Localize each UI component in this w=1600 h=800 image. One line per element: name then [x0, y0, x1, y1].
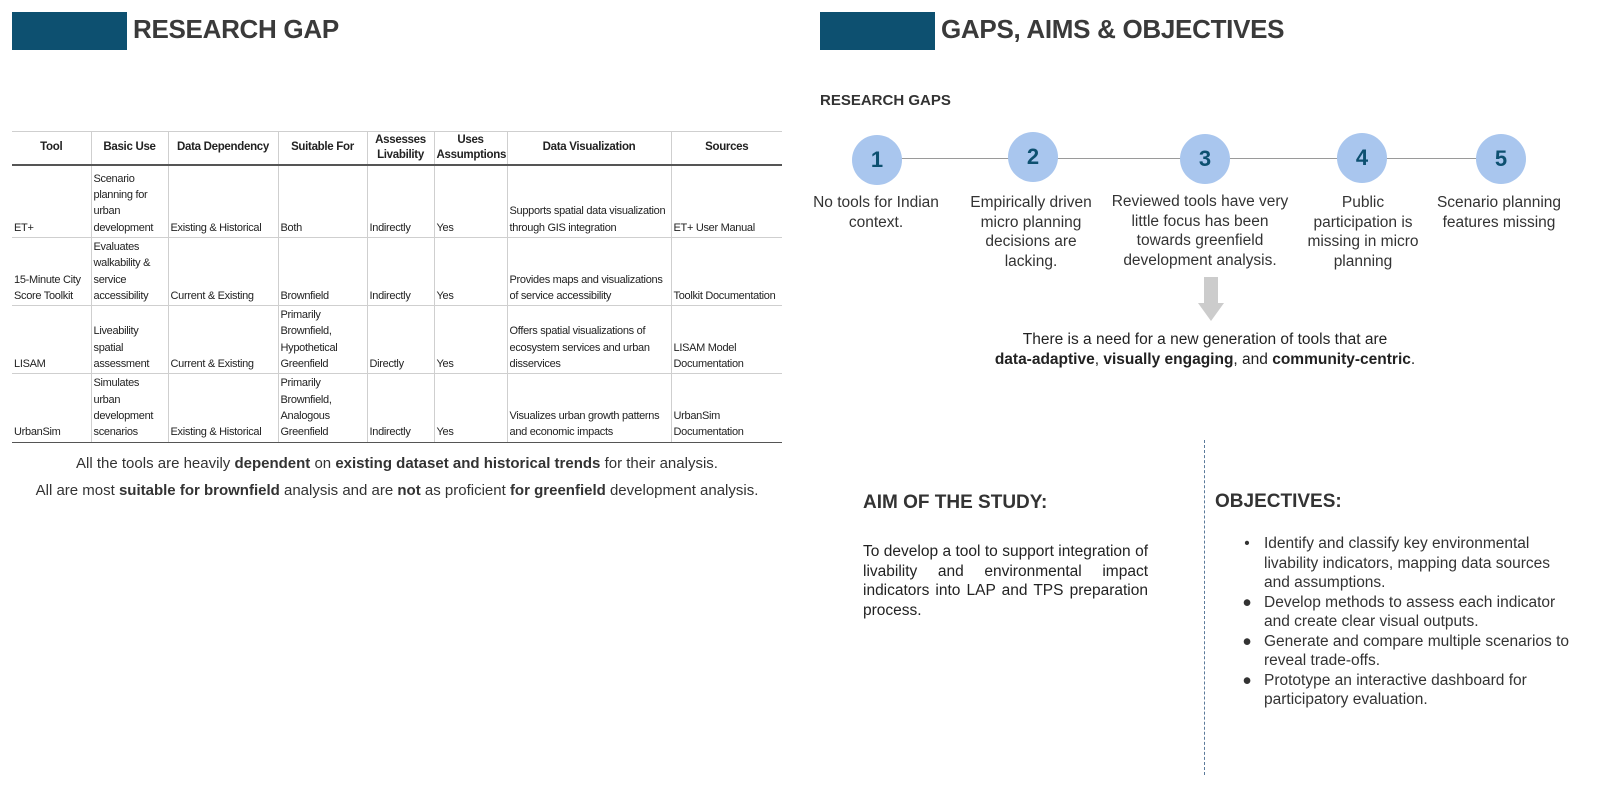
cell-basic-use: Scenario planning for urban development — [91, 165, 168, 238]
bullet-icon: ● — [1242, 632, 1252, 650]
list-item: • Identify and classify key environmental livability indicators, mapping data sources and assumptions. — [1230, 534, 1570, 593]
gap-text: No tools for Indian context. — [813, 194, 939, 231]
objectives-list — [1230, 534, 1570, 710]
cell-suitable-for: Primarily Brownfield, Analogous Greenfield — [278, 374, 367, 442]
header-uses-assumptions: Uses Assumptions — [434, 132, 507, 165]
cell-basic-use: Simulates urban development scenarios — [91, 374, 168, 442]
research-gaps-heading: RESEARCH GAPS — [820, 92, 951, 109]
page-title-research-gap: RESEARCH GAP — [133, 14, 339, 44]
table-row — [12, 165, 782, 238]
header-suitable-for: Suitable For — [278, 132, 367, 165]
cell-uses-assumptions: Yes — [434, 238, 507, 306]
gap-number-circle: 1 — [852, 135, 902, 185]
cell-assesses-livability: Directly — [367, 306, 434, 374]
cell-tool: 15-Minute City Score Toolkit — [12, 238, 91, 306]
cell-data-visualization: Supports spatial data visualization through GIS integration — [507, 165, 671, 238]
title-accent-bar — [12, 12, 127, 50]
list-item: ● Develop methods to assess each indicator and create clear visual outputs. — [1230, 593, 1570, 632]
gap-number-circle: 2 — [1008, 132, 1058, 182]
cell-sources: UrbanSim Documentation — [671, 374, 782, 442]
objectives-heading: OBJECTIVES: — [1215, 491, 1342, 512]
table-header-row — [12, 132, 782, 165]
table-row — [12, 238, 782, 306]
page-title-gaps-aims-objectives: GAPS, AIMS & OBJECTIVES — [941, 14, 1285, 44]
gap-text: Scenario planning features missing — [1436, 194, 1562, 231]
cell-data-dependency: Existing & Historical — [168, 374, 278, 442]
table-row — [12, 306, 782, 374]
cell-basic-use: Liveability spatial assessment — [91, 306, 168, 374]
tools-comparison-table — [12, 131, 782, 443]
cell-assesses-livability: Indirectly — [367, 165, 434, 238]
gap-number-circle: 4 — [1337, 133, 1387, 183]
down-arrow-icon — [1198, 277, 1224, 321]
cell-suitable-for: Brownfield — [278, 238, 367, 306]
cell-suitable-for: Both — [278, 165, 367, 238]
aim-heading: AIM OF THE STUDY: — [863, 492, 1048, 513]
section-divider — [1204, 440, 1205, 775]
cell-data-visualization: Visualizes urban growth patterns and economic impacts — [507, 374, 671, 442]
bullet-icon: • — [1244, 535, 1250, 552]
aim-text: To develop a tool to support integration of livability and environmental impact indicators into LAP and TPS preparation process. — [863, 543, 1148, 619]
list-item: ● Prototype an interactive dashboard for participatory evaluation. — [1230, 671, 1570, 710]
title-accent-bar — [820, 12, 935, 50]
cell-suitable-for: Primarily Brownfield, Hypothetical Greenfield — [278, 306, 367, 374]
header-data-visualization: Data Visualization — [507, 132, 671, 165]
cell-sources: Toolkit Documentation — [671, 238, 782, 306]
gap-text: Reviewed tools have very little focus has been towards greenfield development analysis. — [1111, 193, 1289, 269]
cell-data-visualization: Provides maps and visualizations of service accessibility — [507, 238, 671, 306]
cell-data-dependency: Existing & Historical — [168, 165, 278, 238]
bullet-icon: ● — [1242, 593, 1252, 611]
table-row — [12, 374, 782, 442]
cell-uses-assumptions: Yes — [434, 374, 507, 442]
cell-sources: ET+ User Manual — [671, 165, 782, 238]
list-item: ● Generate and compare multiple scenarios to reveal trade-offs. — [1230, 632, 1570, 671]
cell-data-dependency: Current & Existing — [168, 238, 278, 306]
cell-tool: ET+ — [12, 165, 91, 238]
header-tool: Tool — [12, 132, 91, 165]
cell-sources: LISAM Model Documentation — [671, 306, 782, 374]
header-sources: Sources — [671, 132, 782, 165]
gap-number-circle: 5 — [1476, 134, 1526, 184]
bullet-icon: ● — [1242, 671, 1252, 689]
need-statement: There is a need for a new generation of tools that are data-adaptive, visually engaging, and community-centric. — [994, 331, 1416, 368]
cell-assesses-livability: Indirectly — [367, 374, 434, 442]
cell-basic-use: Evaluates walkability & service accessibility — [91, 238, 168, 306]
gap-text: Public participation is missing in micro planning — [1307, 194, 1419, 270]
header-assesses-livability: Assesses Livability — [367, 132, 434, 165]
cell-data-dependency: Current & Existing — [168, 306, 278, 374]
cell-uses-assumptions: Yes — [434, 165, 507, 238]
header-data-dependency: Data Dependency — [168, 132, 278, 165]
cell-tool: LISAM — [12, 306, 91, 374]
gap-text: Empirically driven micro planning decisions are lacking. — [970, 194, 1092, 270]
gap-number-circle: 3 — [1180, 134, 1230, 184]
cell-assesses-livability: Indirectly — [367, 238, 434, 306]
summary-dependency: All the tools are heavily dependent on existing dataset and historical trends for their analysis. — [76, 455, 718, 472]
cell-tool: UrbanSim — [12, 374, 91, 442]
header-basic-use: Basic Use — [91, 132, 168, 165]
cell-data-visualization: Offers spatial visualizations of ecosystem services and urban disservices — [507, 306, 671, 374]
summary-suitability: All are most suitable for brownfield analysis and are not as proficient for greenfield development analysis. — [35, 482, 759, 499]
cell-uses-assumptions: Yes — [434, 306, 507, 374]
